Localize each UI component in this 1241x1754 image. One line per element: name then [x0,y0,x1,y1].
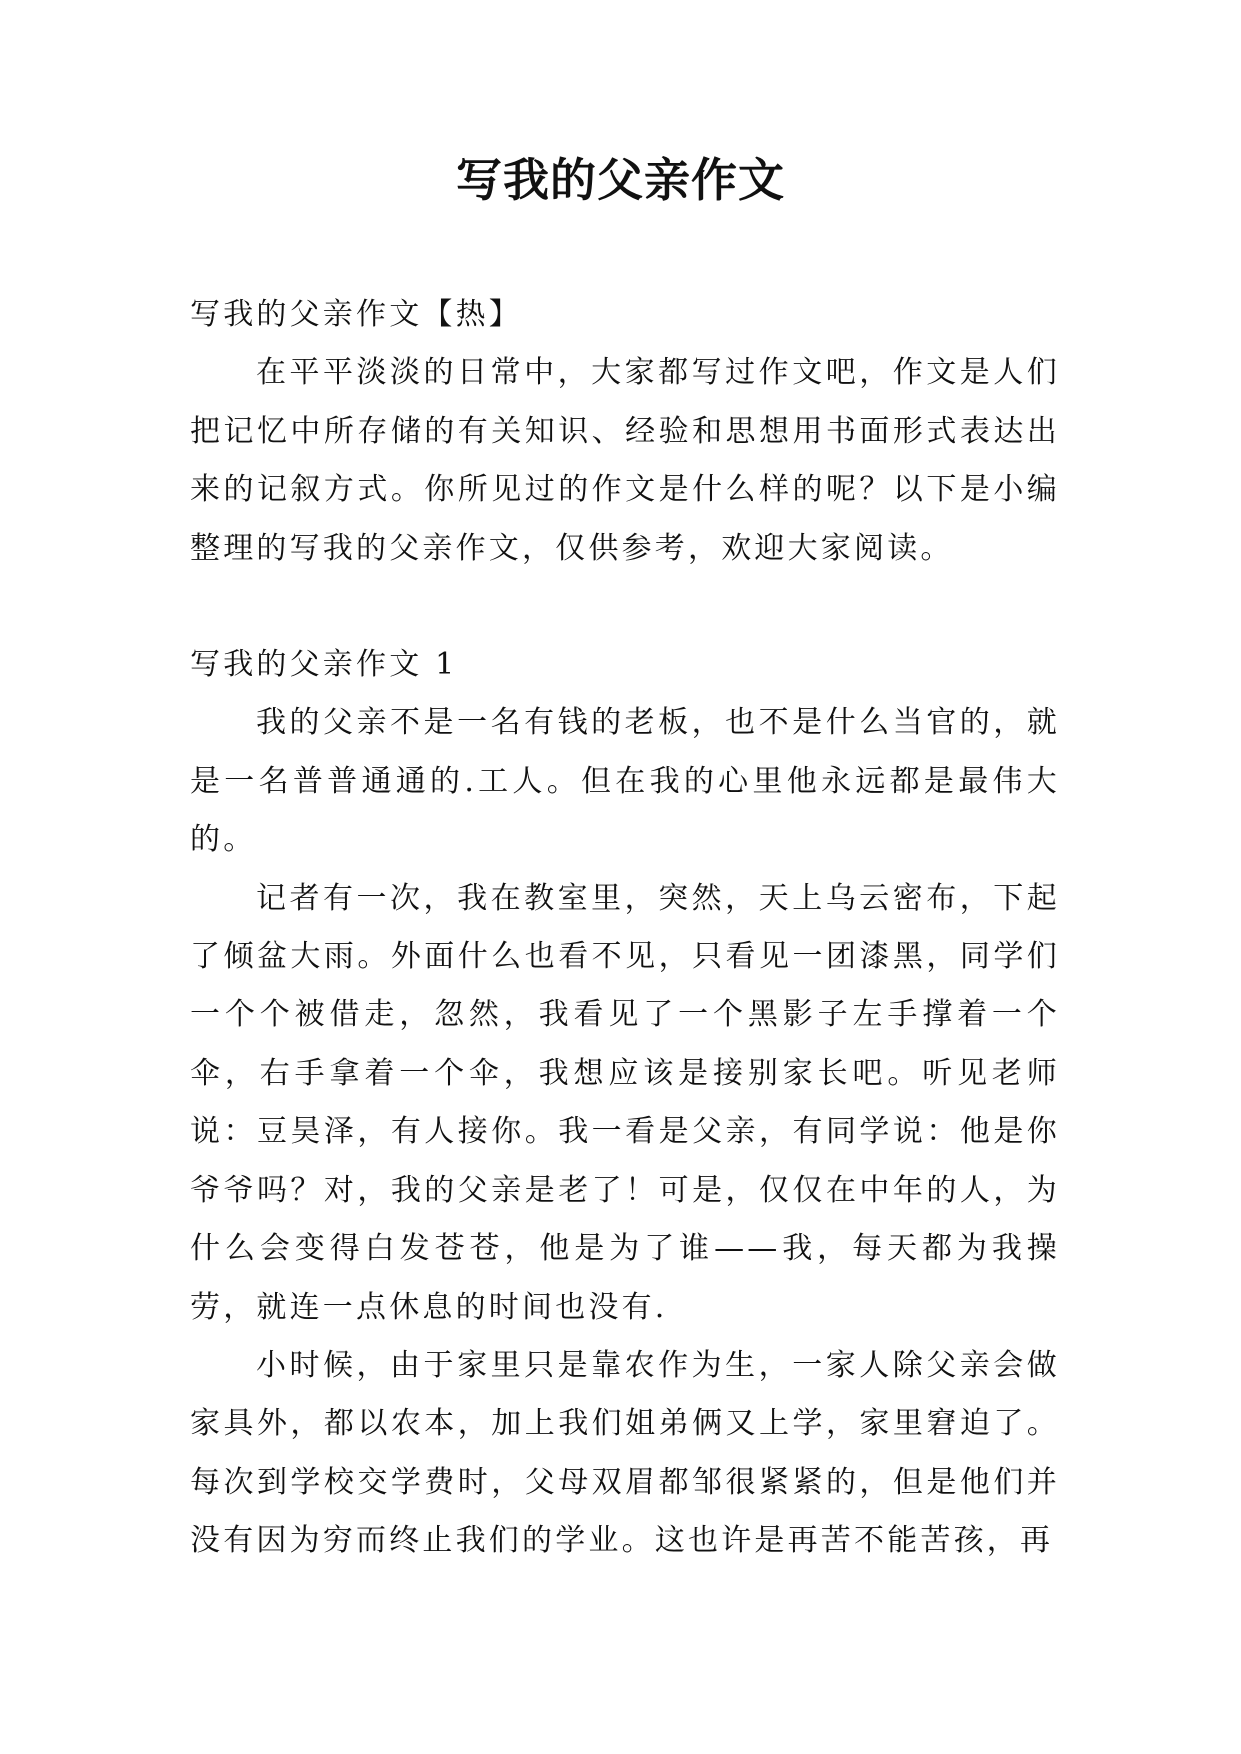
section-spacer [190,578,1060,636]
body-paragraph: 记者有一次，我在教室里，突然，天上乌云密布，下起了倾盆大雨。外面什么也看不见，只看见一团漆黑，同学们一个个被借走，忽然，我看见了一个黑影子左手撑着一个伞，右手拿着一个伞，我想应该是接别家长吧。听见老师说：豆昊泽，有人接你。我一看是父亲，有同学说：他是你爷爷吗？对，我的父亲是老了！可是，仅仅在中年的人，为什么会变得白发苍苍，他是为了谁——我，每天都为我操劳，就连一点休息的时间也没有. [190,880,1060,1325]
document-body [190,286,1060,1571]
document-subtitle: 写我的父亲作文【热】 [190,297,522,332]
body-paragraph: 我的父亲不是一名有钱的老板，也不是什么当官的，就是一名普普通通的.工人。但在我的心里他永远都是最伟大的。 [190,705,1060,858]
intro-paragraph: 在平平淡淡的日常中，大家都写过作文吧，作文是人们把记忆中所存储的有关知识、经验和思想用书面形式表达出来的记叙方式。你所见过的作文是什么样的呢？以下是小编整理的写我的父亲作文，仅供参考，欢迎大家阅读。 [190,355,1060,566]
section-heading: 写我的父亲作文 1 [190,647,458,683]
body-paragraph: 小时候，由于家里只是靠农作为生，一家人除父亲会做家具外，都以农本，加上我们姐弟俩又上学，家里窘迫了。每次到学校交学费时，父母双眉都邹很紧紧的，但是他们并没有因为穷而终止我们的学业。这也许是再苦不能苦孩，再 [190,1347,1060,1559]
document-title: 写我的父亲作文 [456,153,785,207]
